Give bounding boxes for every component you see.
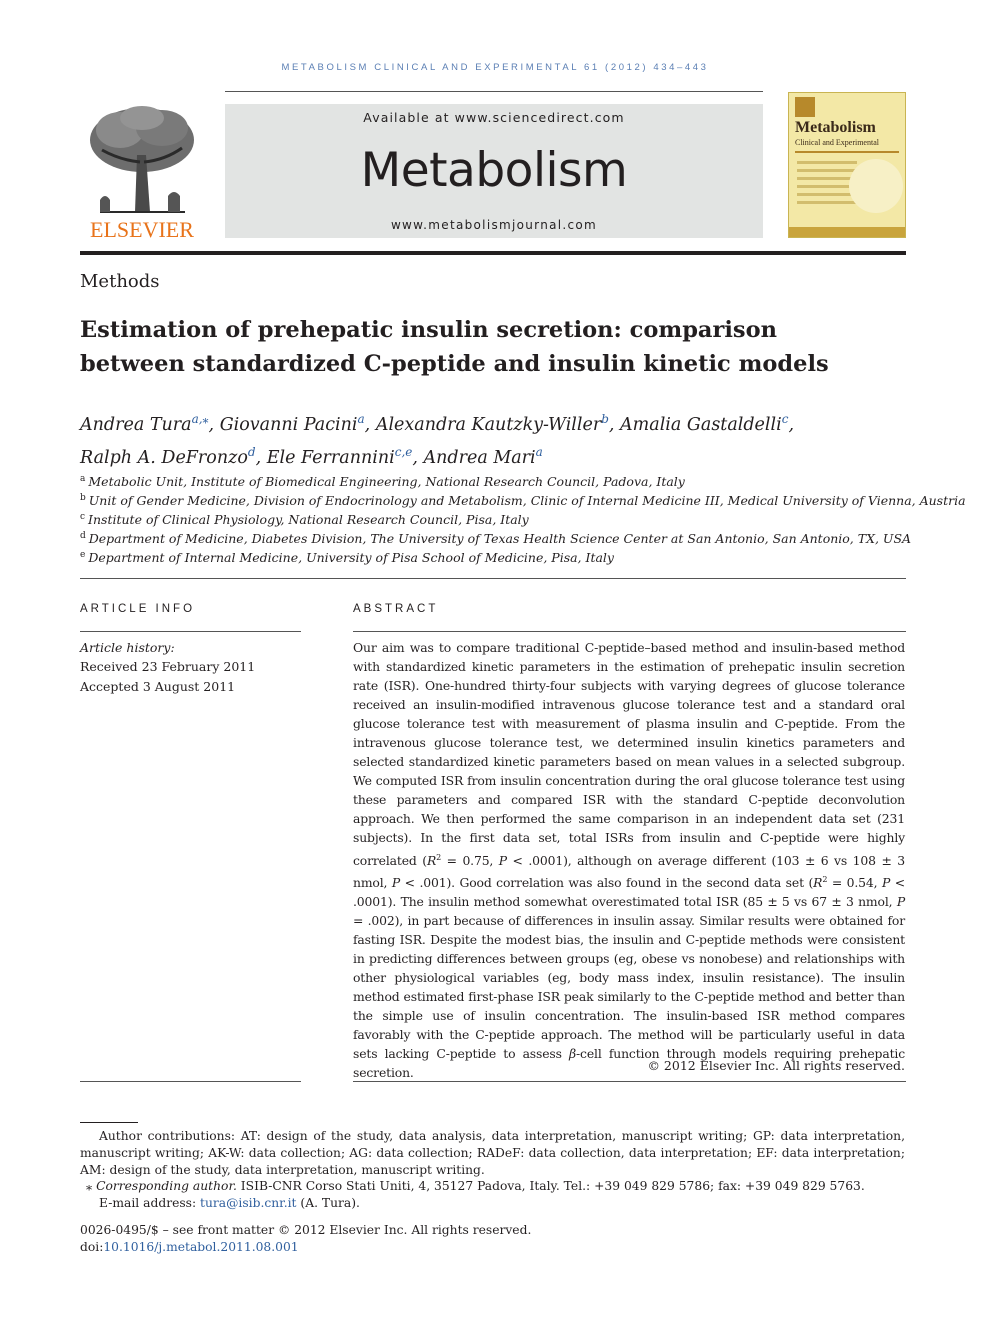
affiliation-text: Institute of Clinical Physiology, National Research Council, Pisa, Italy xyxy=(88,512,529,528)
accepted-date: Accepted 3 August 2011 xyxy=(80,679,236,694)
article-info-rule xyxy=(80,631,301,632)
abstract-copyright: © 2012 Elsevier Inc. All rights reserved. xyxy=(647,1058,905,1073)
cover-graphic xyxy=(849,159,903,213)
affiliation-text: Unit of Gender Medicine, Division of Endocrinology and Metabolism, Clinic of Internal Medicine III, Medical University of Vienna, Austria xyxy=(88,493,966,509)
cover-title: Metabolism xyxy=(795,119,876,136)
abstract-text: = 0.75, xyxy=(441,852,499,868)
doi-line xyxy=(80,1239,905,1256)
abstract-rule xyxy=(353,631,906,632)
email-label: E-mail address: xyxy=(99,1196,201,1210)
affiliation xyxy=(80,489,966,510)
cover-footer-bar xyxy=(789,227,906,237)
journal-url: www.metabolismjournal.com xyxy=(390,218,598,232)
elsevier-tree-icon xyxy=(80,100,205,242)
issn-line: 0026-0495/$ – see front matter © 2012 Elsevier Inc. All rights reserved. xyxy=(80,1223,532,1237)
affiliation-key: a xyxy=(80,474,86,484)
abstract-var: R xyxy=(813,874,823,890)
author-name[interactable]: Giovanni Pacini xyxy=(219,414,358,435)
author-name[interactable]: Ralph A. DeFronzo xyxy=(80,447,248,468)
affiliation-text: Metabolic Unit, Institute of Biomedical Engineering, National Research Council, Padova, Italy xyxy=(88,474,685,490)
affiliation-key: d xyxy=(80,531,86,541)
affiliation-text: Department of Medicine, Diabetes Division, The University of Texas Health Science Center at San Antonio, San Antonio, TX, USA xyxy=(88,531,912,547)
running-head: METABOLISM CLINICAL AND EXPERIMENTAL 61 (2012) 434–443 xyxy=(281,62,709,73)
abstract-sup: 2 xyxy=(822,874,828,884)
author-sep: , xyxy=(608,414,621,435)
cover-line xyxy=(797,201,859,204)
sciencedirect-availability: Available at www.sciencedirect.com xyxy=(363,110,625,125)
email-suffix: (A. Tura). xyxy=(296,1196,360,1210)
cover-line xyxy=(797,177,852,180)
corr-text: ISIB-CNR Corso Stati Uniti, 4, 35127 Padova, Italy. Tel.: +39 049 829 5786; fax: +39 049 829 5763. xyxy=(236,1179,865,1193)
abstract-bottom-rule xyxy=(353,1081,906,1082)
abstract-text: = .002), in part because of differences in insulin assay. Similar results were obtained for fasting ISR. Despite the modest bias, the insulin and C-peptide methods were consistent in predicting differences between groups (eg, obese vs nonobese) and relationships with other physiological variables (eg, body mass index, insulin resistance). The insulin method estimated first-phase ISR peak similarly to the C-peptide method and better than the simple use of insulin concentration. The insulin-based ISR method compares favorably with the C-peptide approach. The method will be particularly useful in data sets lacking C-peptide to assess xyxy=(353,912,905,1062)
cover-line xyxy=(797,193,855,196)
affiliation xyxy=(80,527,910,548)
abstract-var: P xyxy=(896,893,905,909)
abstract-text: < .001). Good correlation was also found in the second data set ( xyxy=(400,874,814,890)
abstract-sup: 2 xyxy=(436,852,442,862)
affiliation-key: b xyxy=(80,493,86,503)
abstract-text: = 0.54, xyxy=(827,874,882,890)
author-name[interactable]: Andrea Tura xyxy=(80,414,192,435)
abstract-var: P xyxy=(881,874,891,890)
doi-label: doi: xyxy=(80,1240,104,1254)
article-title xyxy=(80,313,910,381)
footnote-rule xyxy=(80,1122,138,1123)
author-contributions: Author contributions: AT: design of the study, data analysis, data interpretation, manuscript writing; GP: data interpretation, manuscript writing; AK-W: data collection; AG: data collection; RADeF: data collection, data interpretation; EF: data interpretation; AM: design of the study, data interpretation, manuscript writing. xyxy=(80,1129,905,1177)
article-info-heading: ARTICLE INFO xyxy=(80,603,196,615)
author-name[interactable]: Ele Ferrannini xyxy=(266,447,395,468)
abstract-var: P xyxy=(498,852,507,868)
abstract-var: β xyxy=(569,1046,577,1062)
author-affil-sup[interactable]: c xyxy=(781,412,789,426)
author-name[interactable]: Amalia Gastaldelli xyxy=(620,414,782,435)
author-sep: , xyxy=(364,414,376,435)
doi-link[interactable]: 10.1016/j.metabol.2011.08.001 xyxy=(103,1240,299,1254)
article-type: Methods xyxy=(80,271,160,292)
author-affil-sup[interactable]: d xyxy=(247,444,256,459)
author-affil-sup[interactable]: a,⁎ xyxy=(191,412,209,426)
abstract-text: < .0001), although on average different (103 ± 6 vs 108 ± 3 nmol, xyxy=(353,852,905,890)
author-affil-sup[interactable]: b xyxy=(601,412,609,426)
author-list xyxy=(80,406,910,472)
author-affil-sup[interactable]: a xyxy=(535,444,543,459)
elsevier-wordmark: ELSEVIER xyxy=(90,217,194,242)
abstract-var: P xyxy=(391,874,401,890)
abstract-heading: ABSTRACT xyxy=(353,603,439,615)
affiliation-divider xyxy=(80,578,906,579)
abstract-text: < .0001). The insulin method somewhat overestimated total ISR (85 ± 5 vs 67 ± 3 nmol, xyxy=(353,874,905,909)
author-affil-sup[interactable]: c,e xyxy=(394,444,413,459)
masthead-bottom-rule xyxy=(80,251,906,255)
affiliation-key: e xyxy=(80,550,86,560)
abstract-var: R xyxy=(426,852,437,868)
cover-logo-icon xyxy=(795,97,815,117)
received-date: Received 23 February 2011 xyxy=(80,659,256,674)
abstract-text: Our aim was to compare traditional C-peptide–based method and insulin-based method with standardized kinetic parameters in the estimation of prehepatic insulin secretion rate (ISR). One-hundred thirty-four subjects with varying degrees of glucose tolerance received an insulin-modified intravenous glucose tolerance test and a standard oral glucose tolerance test with measurement of plasma insulin and C-peptide. From the intravenous glucose tolerance test, we determined insulin kinetics parameters and selected standardized kinetic parameters based on mean values in a selected subgroup. We computed ISR from insulin concentration during the oral glucose tolerance test using these parameters and compared ISR with the standard C-peptide deconvolution approach. We then performed the same comparison in an independent data set (231 subjects). In the first data set, total ISRs from insulin and C-peptide were highly correlated ( xyxy=(353,640,905,868)
affiliation xyxy=(80,508,910,529)
title-line: Estimation of prehepatic insulin secretion: comparison xyxy=(80,317,777,343)
masthead-top-rule xyxy=(225,91,763,92)
title-line: between standardized C-peptide and insulin kinetic models xyxy=(80,351,829,377)
journal-name: Metabolism xyxy=(360,143,628,198)
cover-subtitle: Clinical and Experimental xyxy=(795,138,879,147)
abstract-body xyxy=(353,638,905,1082)
affiliation-text: Department of Internal Medicine, University of Pisa School of Medicine, Pisa, Italy xyxy=(88,550,614,566)
author-sep: , xyxy=(788,414,795,435)
email-note xyxy=(99,1195,905,1212)
abstract-text: -cell function through models requiring prehepatic secretion. xyxy=(353,1046,906,1081)
author-name[interactable]: Andrea Mari xyxy=(423,447,536,468)
article-history-label: Article history: xyxy=(80,640,175,655)
elsevier-logo xyxy=(80,100,205,242)
author-sep: , xyxy=(208,414,220,435)
journal-cover xyxy=(788,92,906,238)
author-affil-sup[interactable]: a xyxy=(357,412,365,426)
affiliation-key: c xyxy=(80,512,86,522)
corresponding-author-note xyxy=(86,1178,905,1195)
affiliation xyxy=(80,546,910,567)
author-sep: , xyxy=(255,447,267,468)
corr-mark: ⁎ xyxy=(86,1179,93,1193)
cover-rule xyxy=(795,151,899,153)
author-name[interactable]: Alexandra Kautzky-Willer xyxy=(375,414,602,435)
article-info-bottom-rule xyxy=(80,1081,301,1082)
cover-line xyxy=(797,161,857,164)
affiliation xyxy=(80,470,910,491)
author-sep: , xyxy=(412,447,424,468)
email-link[interactable]: tura@isib.cnr.it xyxy=(200,1196,297,1210)
corr-label: Corresponding author. xyxy=(96,1179,237,1193)
